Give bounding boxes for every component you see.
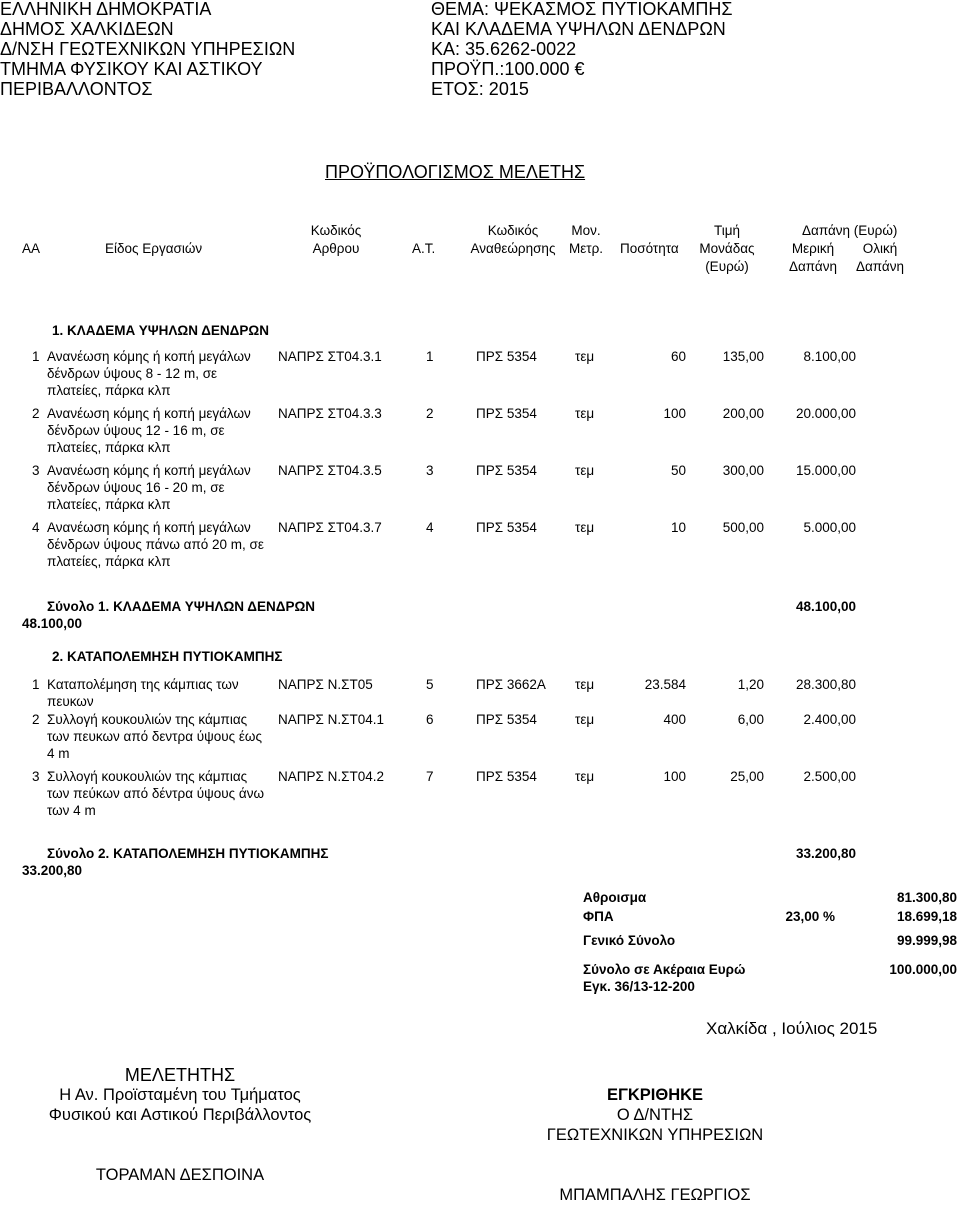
budget-line: ΠΡΟΫΠ.:100.000 € — [431, 59, 585, 79]
issuer-line: ΤΜΗΜΑ ΦΥΣΙΚΟΥ ΚΑΙ ΑΣΤΙΚΟΥ — [0, 59, 263, 79]
approval-ref: Εγκ. 36/13-12-200 — [583, 979, 695, 994]
section-total-label: Σύνολο 2. ΚΑΤΑΠΟΛΕΜΗΣΗ ΠΥΤΙΟΚΑΜΠΗΣ — [47, 846, 329, 861]
col-oliki: Ολική Δαπάνη — [855, 241, 904, 274]
vat-label: ΦΠΑ — [583, 909, 614, 924]
section-title: 1. ΚΛΑΔΕΜΑ ΥΨΗΛΩΝ ΔΕΝΔΡΩΝ — [52, 323, 269, 338]
subject-line: ΘΕΜΑ: ΨΕΚΑΣΜΟΣ ΠΥΤΙΟΚΑΜΠΗΣ — [431, 0, 733, 19]
row-description: Καταπολέμηση της κάμπιας των πευκων — [47, 677, 239, 709]
signature-name: ΤΟΡΑΜΑΝ ΔΕΣΠΟΙΝΑ — [95, 1166, 265, 1184]
place-date: Χαλκίδα , Ιούλιος 2015 — [706, 1019, 878, 1038]
year-line: ΕΤΟΣ: 2015 — [431, 79, 529, 99]
row-description: Ανανέωση κόμης ή κοπή μεγάλων δένδρων ύψους 16 - 20 m, σε πλατείες, πάρκα κλπ — [47, 463, 251, 512]
issuer-line: Δ/ΝΣΗ ΓΕΩΤΕΧΝΙΚΩΝ ΥΠΗΡΕΣΙΩΝ — [0, 39, 296, 59]
subject-block — [431, 0, 732, 99]
issuer-line: ΕΛΛΗΝΙΚΗ ΔΗΜΟΚΡΑΤΙΑ — [0, 0, 212, 19]
sum-label: Αθροισμα — [583, 890, 647, 905]
row-description: Ανανέωση κόμης ή κοπή μεγάλων δένδρων ύψους πάνω από 20 m, σε πλατείες, πάρκα κλπ — [47, 520, 264, 569]
issuer-block — [0, 0, 295, 99]
vat-value: 18.699,18 — [896, 909, 957, 924]
rounded-total-label: Σύνολο σε Ακέραια Ευρώ — [583, 962, 746, 977]
col-at: Α.Τ. — [412, 241, 436, 256]
col-aa: ΑΑ — [22, 241, 41, 256]
row-description: Ανανέωση κόμης ή κοπή μεγάλων δένδρων ύψους 8 - 12 m, σε πλατείες, πάρκα κλπ — [47, 349, 251, 398]
grand-total-value: 99.999,98 — [896, 933, 957, 948]
col-dapani: Δαπάνη (Ευρώ) — [802, 223, 898, 238]
section-title: 2. ΚΑΤΑΠΟΛΕΜΗΣΗ ΠΥΤΙΟΚΑΜΠΗΣ — [52, 649, 283, 664]
page-title: ΠΡΟΫΠΟΛΟΓΙΣΜΟΣ ΜΕΛΕΤΗΣ — [325, 162, 586, 182]
section-total-value-overflow: 48.100,00 — [22, 616, 83, 631]
col-meriki: Μερική Δαπάνη — [788, 241, 837, 274]
row-description: Συλλογή κουκουλιών της κάμπιας των πεύκων από δέντρα ύψους άνω των 4 m — [47, 769, 265, 818]
signature-heading: ΕΓΚΡΙΘΗΚΕ — [606, 1086, 704, 1104]
col-eidos: Είδος Εργασιών — [105, 241, 203, 256]
col-kodikos-anatheorisis: Κωδικός Αναθεώρησης — [470, 223, 556, 256]
vat-rate: 23,00 % — [785, 909, 835, 924]
issuer-line: ΠΕΡΙΒΑΛΛΟΝΤΟΣ — [0, 79, 153, 99]
col-kodikos-arthrou: Κωδικός Αρθρου — [310, 223, 362, 256]
col-posotita: Ποσότητα — [620, 241, 679, 256]
section-total-value: 48.100,00 — [795, 599, 856, 614]
signature-right: ΕΓΚΡΙΘΗΚΕ Ο Δ/ΝΤΗΣ ΓΕΩΤΕΧΝΙΚΩΝ ΥΠΗΡΕΣΙΩΝ ΜΠΑΜΠΑΛΗΣ ΓΕΩΡΓΙΟΣ — [505, 1085, 805, 1205]
col-timi: Τιμή Μονάδας (Ευρώ) — [699, 223, 755, 274]
issuer-line: ΔΗΜΟΣ ΧΑΛΚΙΔΕΩΝ — [0, 19, 174, 39]
sum-value: 81.300,80 — [896, 890, 957, 905]
row-description: Ανανέωση κόμης ή κοπή μεγάλων δένδρων ύψους 12 - 16 m, σε πλατείες, πάρκα κλπ — [47, 406, 251, 455]
section-total-value-overflow: 33.200,80 — [22, 863, 83, 878]
section-total-label: Σύνολο 1. ΚΛΑΔΕΜΑ ΥΨΗΛΩΝ ΔΕΝΔΡΩΝ — [47, 599, 316, 614]
section-total-value: 33.200,80 — [795, 846, 856, 861]
col-monada: Μον. Μετρ. — [568, 223, 604, 256]
row-description: Συλλογή κουκουλιών της κάμπιας των πευκων από δεντρα ύψους έως 4 m — [47, 712, 262, 761]
signature-left: ΜΕΛΕΤΗΤΗΣ Η Αν. Προϊσταμένη του Τμήματος Φυσικού και Αστικού Περιβάλλοντος ΤΟΡΑΜΑΝ ΔΕΣΠΟΙΝΑ — [20, 1065, 340, 1185]
signature-heading: ΜΕΛΕΤΗΤΗΣ — [124, 1065, 236, 1085]
rounded-total-value: 100.000,00 — [889, 962, 957, 977]
subject-line: ΚΑΙ ΚΛΑΔΕΜΑ ΥΨΗΛΩΝ ΔΕΝΔΡΩΝ — [431, 19, 726, 39]
grand-total-label: Γενικό Σύνολο — [583, 933, 676, 948]
subject-line: ΚΑ: 35.6262-0022 — [431, 39, 577, 59]
signature-name: ΜΠΑΜΠΑΛΗΣ ΓΕΩΡΓΙΟΣ — [559, 1186, 751, 1204]
